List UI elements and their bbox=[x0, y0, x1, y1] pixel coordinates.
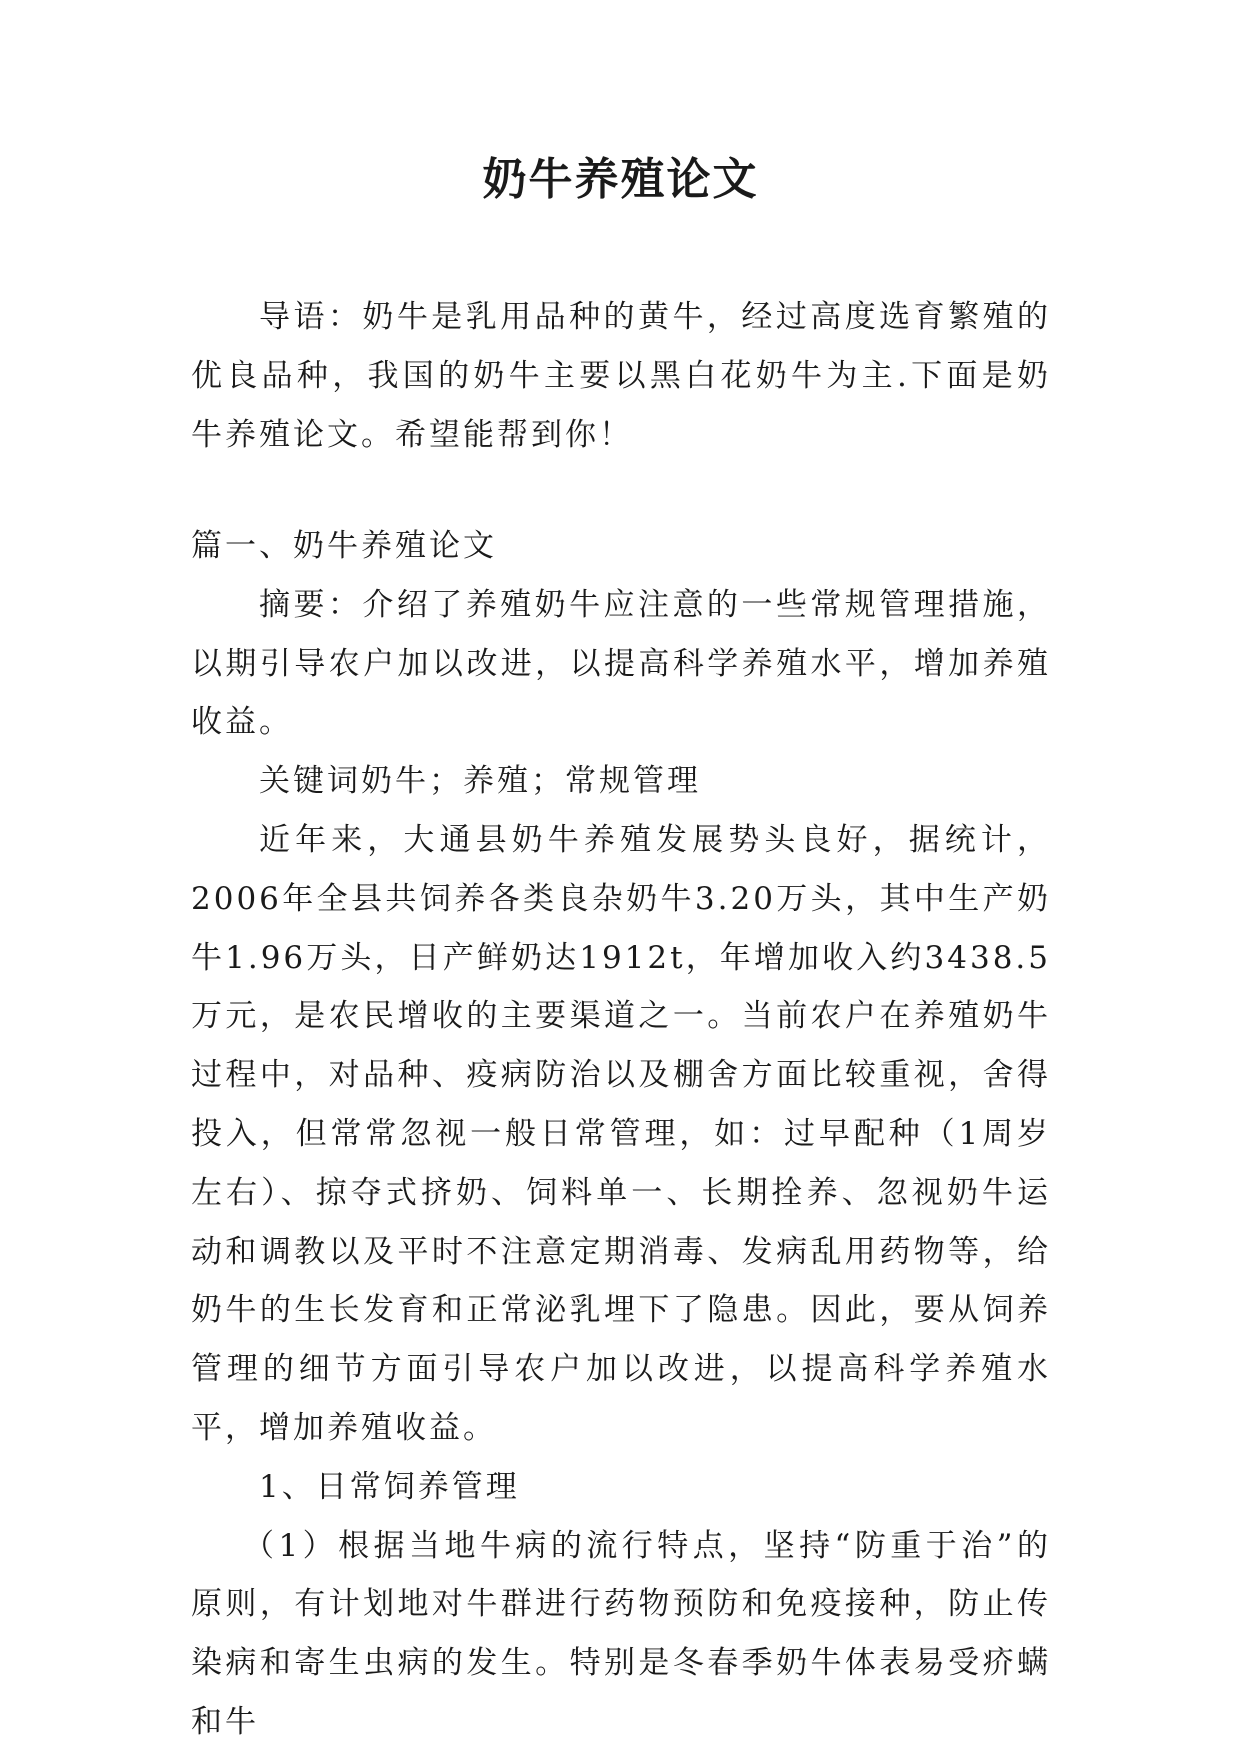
body-paragraph: 近年来，大通县奶牛养殖发展势头良好，据统计，2006年全县共饲养各类良杂奶牛3.20万头，其中生产奶牛1.96万头，日产鲜奶达1912t，年增加收入约3438.5万元，是农民增收的主要渠道之一。当前农户在养殖奶牛过程中，对品种、疫病防治以及棚舍方面比较重视，舍得投入，但常常忽视一般日常管理，如：过早配种（1周岁左右）、掠夺式挤奶、饲料单一、长期拴养、忽视奶牛运动和调教以及平时不注意定期消毒、发病乱用药物等，给奶牛的生长发育和正常泌乳埋下了隐患。因此，要从饲养管理的细节方面引导农户加以改进，以提高科学养殖水平，增加养殖收益。 bbox=[191, 821, 1051, 1446]
intro-section bbox=[191, 288, 1051, 464]
subheading: 1、日常饲养管理 bbox=[259, 1468, 520, 1505]
main-section bbox=[191, 517, 1051, 1752]
keywords-line: 关键词奶牛；养殖；常规管理 bbox=[259, 763, 701, 800]
list-item: （1）根据当地牛病的流行特点，坚持“防重于治”的原则，有计划地对牛群进行药物预防和免疫接种，防止传染病和寄生虫病的发生。特别是冬春季奶牛体表易受疥螨和牛 bbox=[191, 1527, 1051, 1740]
intro-paragraph: 导语：奶牛是乳用品种的黄牛，经过高度选育繁殖的优良品种，我国的奶牛主要以黑白花奶牛为主.下面是奶牛养殖论文。希望能帮到你！ bbox=[191, 299, 1051, 453]
section-heading: 篇一、奶牛养殖论文 bbox=[191, 528, 497, 564]
document-title: 奶牛养殖论文 bbox=[482, 154, 759, 205]
abstract-paragraph: 摘要：介绍了养殖奶牛应注意的一些常规管理措施，以期引导农户加以改进，以提高科学养殖水平，增加养殖收益。 bbox=[191, 586, 1051, 741]
